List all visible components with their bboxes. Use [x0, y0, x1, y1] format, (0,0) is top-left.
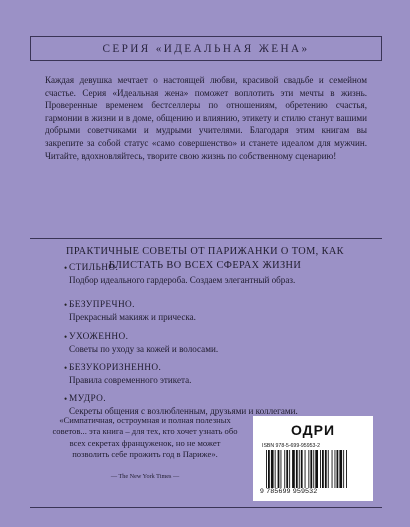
barcode-panel [253, 416, 373, 501]
tip-item-wise [64, 393, 359, 417]
divider-top [30, 238, 382, 239]
tip-title: БЕЗУПРЕЧНО. [69, 300, 135, 310]
tip-text: Секреты общения с возлюбленным, друзьями и коллегами. [69, 406, 298, 417]
barcode-digits: 9 785699 959532 [260, 488, 318, 495]
publisher-logo: ОДРИ [290, 422, 336, 438]
series-title: СЕРИЯ «ИДЕАЛЬНАЯ ЖЕНА» [102, 42, 310, 55]
tip-title: СТИЛЬНО. [69, 263, 119, 273]
press-quote: «Симпатичная, остроумная и полная полезных советов... эта книга – для тех, кто хочет узнать обо всех секретах француженок, но не может позволить себе прожить год в Париже». [52, 415, 238, 460]
bullet-icon: • [64, 394, 68, 404]
tip-title: УХОЖЕННО. [69, 332, 129, 342]
tip-text: Подбор идеального гардероба. Создаем элегантный образ. [69, 275, 296, 286]
bullet-icon: • [64, 363, 68, 373]
tip-title: МУДРО. [69, 394, 106, 404]
quote-source: — The New York Times — [110, 473, 180, 480]
bullet-icon: • [64, 263, 68, 273]
tip-title: БЕЗУКОРИЗНЕННО. [69, 363, 162, 373]
intro-text: Каждая девушка мечтает о настоящей любви, красивой свадьбе и семейном счастье. Серия «Идеальная жена» поможет воплотить эти мечты в жизнь. Проверенные временем бестселлеры по отношениям, обретению счастья, гармонии в жизни и в доме, общению и влиянию, этикету и стилю станут вашими добрыми советчиками и мудрыми учителями. Благодаря этим книгам вы закрепите за собой статус «само совершенство» и станете идеалом для мужчин. Читайте, вдохновляйтесь, творите свою жизнь по собственному сценарию! [45, 75, 367, 161]
tagline: ПРАКТИЧНЫЕ СОВЕТЫ ОТ ПАРИЖАНКИ О ТОМ, КАК БЛИСТАТЬ ВО ВСЕХ СФЕРАХ ЖИЗНИ [66, 246, 344, 271]
tip-text: Советы по уходу за кожей и волосами. [69, 344, 219, 355]
bullet-icon: • [64, 300, 68, 310]
tip-item-stylish [64, 262, 359, 286]
tip-item-flawless [64, 299, 359, 323]
bullet-icon: • [64, 332, 68, 342]
tip-item-impeccable [64, 362, 359, 386]
tip-text: Прекрасный макияж и прическа. [69, 312, 196, 323]
tip-text: Правила современного этикета. [69, 375, 192, 386]
tip-item-groomed [64, 331, 359, 355]
divider-bottom [30, 507, 382, 508]
series-header [30, 36, 382, 61]
isbn-label: ISBN 978-5-699-95953-2 [262, 443, 320, 449]
barcode-icon [266, 450, 366, 488]
